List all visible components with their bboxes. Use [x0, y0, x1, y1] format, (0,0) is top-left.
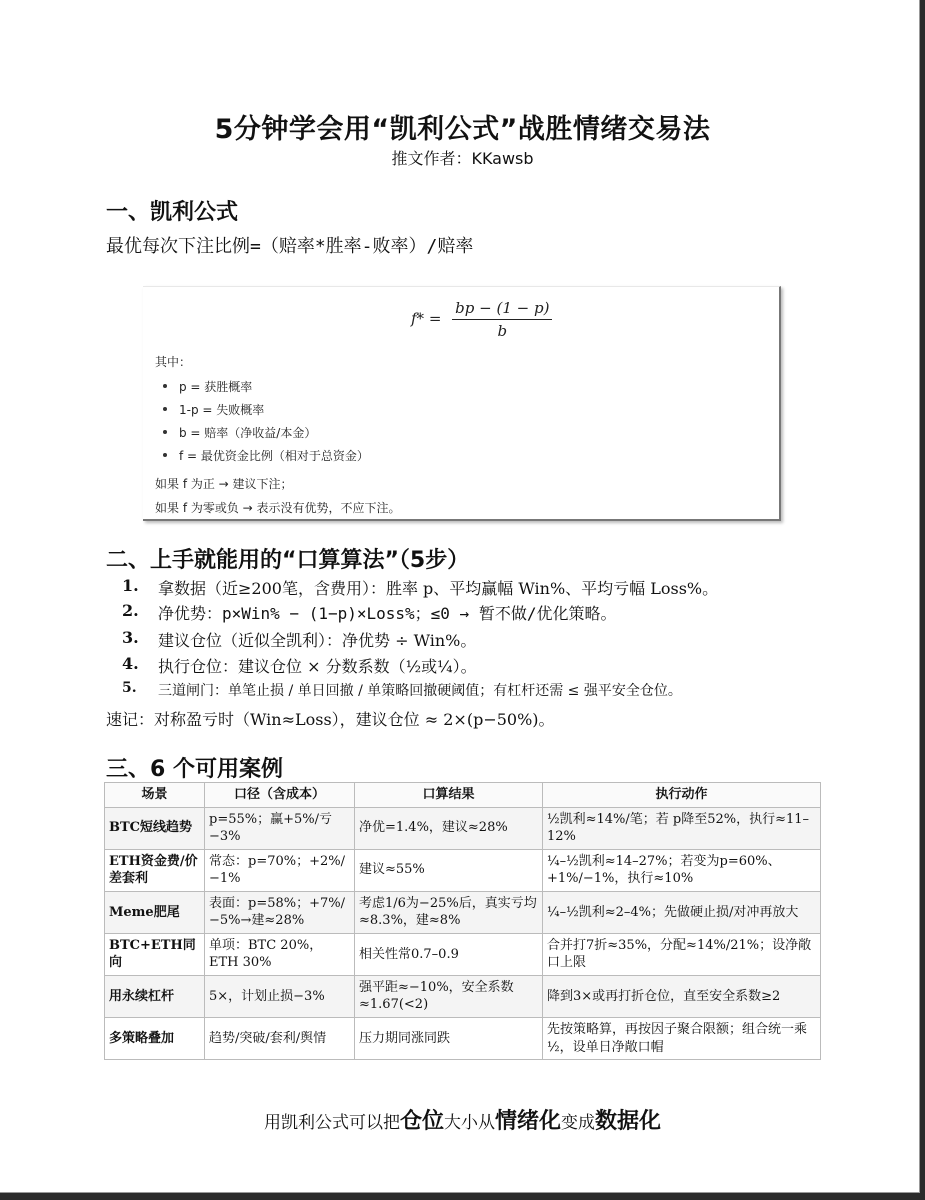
bullet-item: 1-p = 失败概率 — [163, 401, 264, 418]
table-row — [105, 1018, 821, 1060]
step-number: 4. — [122, 654, 139, 673]
formula-fraction — [452, 299, 552, 340]
footer-text: 变成 — [561, 1113, 595, 1133]
step-text: 执行仓位：建议仓位 × 分数系数（½或¼）。 — [158, 657, 477, 676]
table-cell: 合并打7折≈35%，分配≈14%/21%；设净敞口上限 — [543, 933, 821, 975]
table-cell: BTC短线趋势 — [105, 807, 205, 849]
table-row — [105, 975, 821, 1017]
footer-text: 用凯利公式可以把 — [263, 1113, 400, 1133]
table-cell: 常态：p=70%；+2%/−1% — [205, 849, 355, 891]
table-cell: 趋势/突破/套利/舆情 — [205, 1018, 355, 1060]
step-text: 拿数据（近≥200笔，含费用）：胜率 p、平均赢幅 Win%、平均亏幅 Loss%。 — [158, 579, 719, 598]
table-row — [105, 933, 821, 975]
table-cell: 压力期同涨同跌 — [355, 1018, 543, 1060]
footer-summary — [0, 1104, 925, 1135]
table-cell: 强平距≈−10%，安全系数≈1.67(<2) — [355, 975, 543, 1017]
where-label: 其中： — [155, 355, 192, 369]
formula-denominator: b — [497, 322, 508, 340]
note-positive: 如果 f 为正 → 建议下注； — [155, 477, 293, 491]
table-row — [105, 807, 821, 849]
column-header: 口径（含成本） — [205, 783, 355, 808]
table-header-row — [105, 783, 821, 808]
column-header: 执行动作 — [543, 783, 821, 808]
page-title: 5分钟学会用“凯利公式”战胜情绪交易法 — [214, 114, 711, 145]
cases-table — [104, 782, 821, 1060]
footer-text: 大小从 — [443, 1113, 495, 1133]
step-text: 建议仓位（近似全凯利）：净优势 ÷ Win%。 — [158, 631, 477, 650]
step-number: 1. — [122, 576, 139, 595]
table-cell: ½凯利≈14%/笔；若 p降至52%，执行≈11–12% — [543, 807, 821, 849]
table-cell: p=55%；赢+5%/亏−3% — [205, 807, 355, 849]
table-cell: ¼–½凯利≈14–27%；若变为p=60%、+1%/−1%，执行≈10% — [543, 849, 821, 891]
formula-box — [143, 286, 781, 521]
table-cell: 单项：BTC 20%，ETH 30% — [205, 933, 355, 975]
table-cell: ¼–½凯利≈2–4%；先做硬止损/对冲再放大 — [543, 891, 821, 933]
table-cell: 建议≈55% — [355, 849, 543, 891]
table-cell: 5×，计划止损−3% — [205, 975, 355, 1017]
formula-numerator: bp − (1 − p) — [452, 299, 552, 320]
table-cell: 考虑1/6为−25%后，真实亏均≈8.3%，建≈8% — [355, 891, 543, 933]
formula-lhs: f* = — [411, 309, 442, 328]
note-negative: 如果 f 为零或负 → 表示没有优势，不应下注。 — [155, 501, 401, 515]
column-header: 场景 — [105, 783, 205, 808]
section1-heading: 一、凯利公式 — [106, 200, 239, 225]
table-cell: 降到3×或再打折仓位，直至安全系数≥2 — [543, 975, 821, 1017]
step-text: 净优势：p×Win% − (1−p)×Loss%；≤0 → 暂不做/优化策略。 — [158, 604, 617, 623]
bullet-item: b = 赔率（净收益/本金） — [163, 424, 316, 441]
bullet-item: f = 最优资金比例（相对于总资金） — [163, 447, 369, 464]
section3-heading: 三、6 个可用案例 — [106, 757, 283, 782]
table-row — [105, 849, 821, 891]
table-cell: 多策略叠加 — [105, 1018, 205, 1060]
table-cell: 净优=1.4%，建议≈28% — [355, 807, 543, 849]
column-header: 口算结果 — [355, 783, 543, 808]
table-cell: 用永续杠杆 — [105, 975, 205, 1017]
section2-heading: 二、上手就能用的“口算算法”（5步） — [106, 548, 470, 573]
table-cell: BTC+ETH同向 — [105, 933, 205, 975]
step-number: 3. — [122, 628, 139, 647]
table-cell: Meme肥尾 — [105, 891, 205, 933]
author-line: 推文作者：KKawsb — [391, 149, 534, 168]
footer-emphasis: 数据化 — [595, 1109, 662, 1134]
footer-emphasis: 情绪化 — [494, 1109, 561, 1134]
table-cell: 表面：p=58%；+7%/−5%→建≈28% — [205, 891, 355, 933]
memo-line: 速记：对称盈亏时（Win≈Loss），建议仓位 ≈ 2×(p−50%)。 — [106, 710, 555, 729]
footer-emphasis: 仓位 — [399, 1109, 444, 1134]
step-number: 2. — [122, 601, 139, 620]
kelly-formula — [411, 299, 552, 340]
table-cell: 相关性常0.7–0.9 — [355, 933, 543, 975]
step-number: 5. — [122, 680, 137, 696]
bullet-item: p = 获胜概率 — [163, 378, 252, 395]
kelly-ratio-line: 最优每次下注比例=（赔率*胜率-败率）/赔率 — [106, 236, 474, 257]
table-cell: ETH资金费/价差套利 — [105, 849, 205, 891]
table-row — [105, 891, 821, 933]
table-cell: 先按策略算，再按因子聚合限额；组合统一乘½，设单日净敞口帽 — [543, 1018, 821, 1060]
step-text: 三道闸门：单笔止损 / 单日回撤 / 单策略回撤硬阈值；有杠杆还需 ≤ 强平安全仓位。 — [158, 683, 682, 699]
